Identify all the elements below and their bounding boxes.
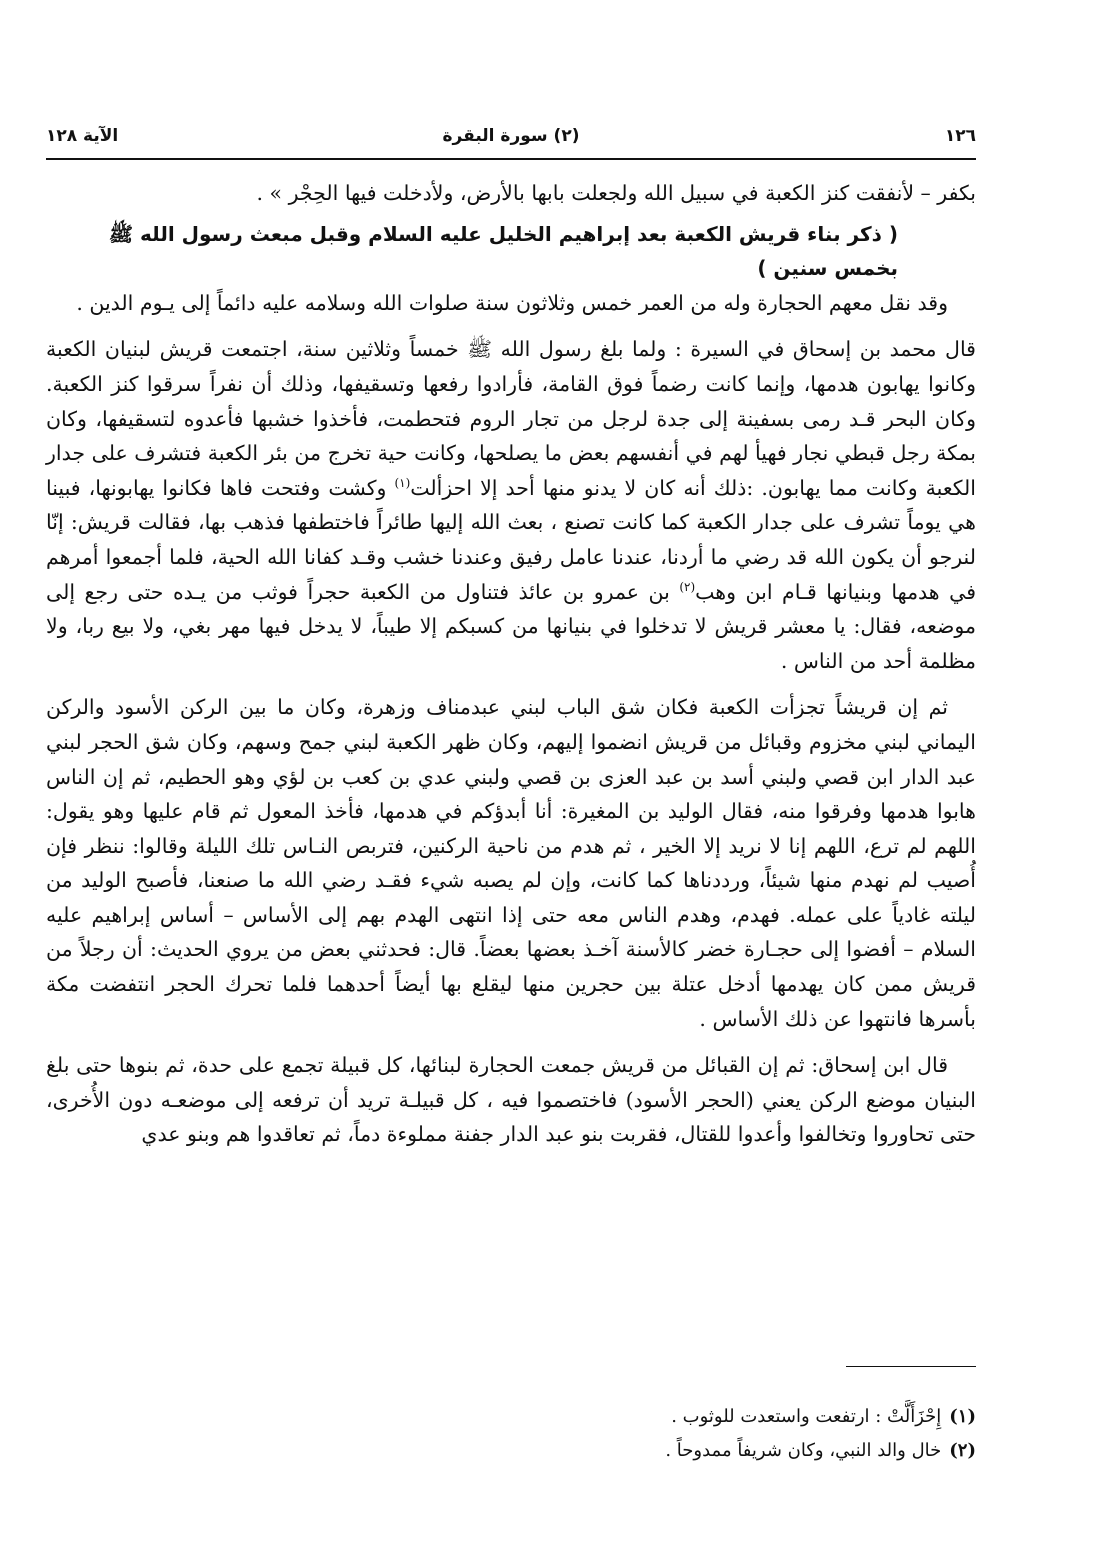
footnote-number: (١) [949, 1406, 976, 1427]
page-number: ١٢٦ [944, 126, 976, 146]
paragraph-intro: وقد نقل معهم الحجارة وله من العمر خمس وثلاثون سنة صلوات الله وسلامه عليه دائماً إلى يـوم الدين . [76, 290, 948, 315]
ayah-label: الآية ١٢٨ [46, 126, 119, 146]
footnote-ref-2: (٢) [679, 579, 696, 594]
footnote-text: إِحْزَأَلَّتْ : ارتفعت واستعدت للوثوب . [671, 1406, 942, 1427]
footnote-text: خال والد النبي، وكان شريفاً ممدوحاً . [665, 1440, 942, 1461]
surah-title: (٢) سورة البقرة [442, 126, 580, 146]
header-divider [46, 158, 976, 160]
footnote-ref-1: (١) [394, 475, 411, 490]
paragraph-division: ثم إن قريشاً تجزأت الكعبة فكان شق الباب لبني عبدمناف وزهرة، وكان ما بين الركن الأسود والركن اليماني لبني مخزوم وقبائل من قريش انضموا إليهم، وكان ظهر الكعبة لبني جمح وسهم، وكان شق الحجر لبني عبد الدار ابن قصي ولبني أسد بن عبد العزى بن قصي ولبني عدي بن كعب بن لؤي وهو الحطيم، ثم إن الناس هابوا هدمها وفرقوا منه، فقال الوليد بن المغيرة: أنا أبدؤكم في هدمها، فأخذ المعول ثم قام عليها وهو يقول: اللهم لم ترع، اللهم إنا لا نريد إلا الخير ، ثم هدم من ناحية الركنين، فتربص النـاس تلك الليلة وقالوا: ننظر فإن أُصيب لم نهدم منها شيئاً، ورددناها كما كانت، وإن لم يصبه شيء فقـد رضي الله ما صنعنا، فأصبح الوليد من ليلته غادياً على عمله. فهدم، وهدم الناس معه حتى إذا انتهى الهدم بهم إلى الأساس – أساس إبراهيم عليه السلام – أفضوا إلى حجـارة خضر كالأسنة آخـذ بعضها بعضاً. قال: فحدثني بعض من يروي الحديث: أن رجلاً من قريش ممن كان يهدمها أدخل عتلة بين حجرين منها ليقلع بها أيضاً أحدهما فلما تحرك الحجر انتفضت مكة بأسرها فانتهوا عن ذلك الأساس . [46, 695, 976, 1031]
section-heading: ( ذكر بناء قريش الكعبة بعد إبراهيم الخليل عليه السلام وقبل مبعث رسول الله ﷺ بخمس سنين ) [108, 221, 898, 281]
paragraph-black-stone: قال ابن إسحاق: ثم إن القبائل من قريش جمعت الحجارة لبنائها، كل قبيلة تجمع على حدة، ثم بنوها حتى بلغ البنيان موضع الركن يعني (الحجر الأسود) فاختصموا فيه ، كل قبيلـة تريد أن ترفعه إلى موضعـه دون الأُخرى، حتى تحاوروا وتخالفوا وأعدوا للقتال، فقربت بنو عبد الدار جفنة مملوءة دماً، ثم تعاقدوا هم وبنو عدي [46, 1053, 976, 1147]
footnote-item [46, 1434, 976, 1468]
page-header [46, 118, 976, 152]
footnote-number: (٢) [949, 1440, 976, 1461]
footnote-divider [846, 1366, 976, 1367]
paragraph-text: وكشت وفتحت فاها فكانوا يهابونها، فبينا هي يوماً تشرف على جدار الكعبة كما كانت تصنع ، بعث الله إليها طائراً فاختطفها فذهب بها، فقالت قريش: إنّا لنرجو أن يكون الله قد رضي ما أردنا، عندنا عامل رفيق وعندنا خشب وقـد كفانا الله الحية، فلما أجمعوا أمرهم في هدمها وبنيانها قـام ابن وهب [46, 475, 977, 604]
paragraph-text: قال محمد بن إسحاق في السيرة : ولما بلغ رسول الله ﷺ خمساً وثلاثين سنة، اجتمعت قريش لبنيان الكعبة وكانوا يهابون هدمها، وإنما كانت رضماً فوق القامة، فأرادوا رفعها وتسقيفها، وذلك أن نفراً سرقوا كنز الكعبة. وكان البحر قـد رمى بسفينة إلى جدة لرجل من تجار الروم فتحطمت، فأخذوا خشبها فأعدوه لتسقيفها، وكان بمكة رجل قبطي نجار فهيأ لهم في أنفسهم بعض ما يصلحها، وكانت حية تخرج من بئر الكعبة فتشرف على جدار الكعبة وكانت مما يهابون. :ذلك أنه كان لا يدنو منها أحد إلا احزألت [46, 337, 976, 500]
paragraph-continuation: بكفر – لأنفقت كنز الكعبة في سبيل الله ولجعلت بابها بالأرض، ولأدخلت فيها الحِجْر » . [256, 181, 976, 205]
paragraph-ibn-ishaq-sira [46, 332, 976, 678]
main-text [46, 176, 976, 1152]
footnote-item [46, 1400, 976, 1434]
footnotes [46, 1400, 976, 1468]
paragraph-text: بن عمرو بن عائذ فتناول من الكعبة حجراً فوثب من يـده حتى رجع إلى موضعه، فقال: يا معشر قريش لا تدخلوا في بنيانها من كسبكم إلا طيباً، لا يدخل فيها مهر بغي، ولا بيع ربا، ولا مظلمة أحد من الناس . [46, 579, 976, 673]
